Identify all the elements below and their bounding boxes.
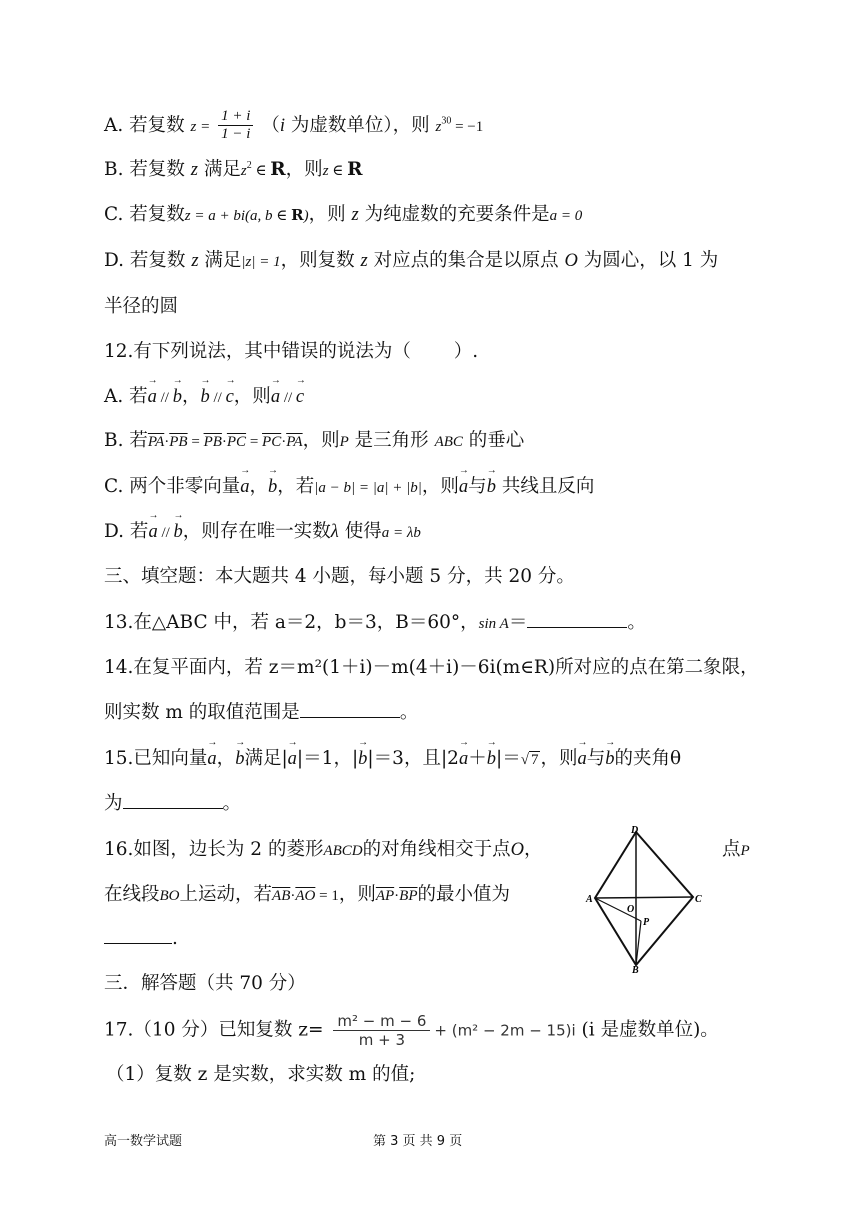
label-c: C <box>695 894 702 905</box>
label-p: P <box>643 917 650 928</box>
q12-option-a: A. 若→ a // → b，→ b // → c，则→ a // → c <box>104 386 304 408</box>
q12-option-d: D. 若→ a // → b，则存在唯一实数λ 使得a = λb <box>104 521 421 543</box>
option-d-cont: 半径的圆 <box>104 296 179 317</box>
q16-line2: 在线段BO上运动，若$\overline{AB}\cdot\overline{AO} = 1$，则$\overline{AP}\cdot\overline{BP}$的最小值为 <box>104 884 511 905</box>
answer-blank[interactable] <box>527 626 627 628</box>
footer-page-number: 第 3 页 共 9 页 <box>373 1134 463 1149</box>
q12-option-c: C. 两个非零向量→ a，→ b，若|a − b| = |a| + |b|，则→ a与→ b 共线且反向 <box>104 476 594 498</box>
option-a: A. 若复数 z = $\frac{1 + i}{1 - i}$ （i 为虚数单位），则 $z^{30} = -1$ <box>104 108 484 143</box>
section-answer-heading: 三．解答题（共 70 分） <box>104 973 306 994</box>
q17: 17.（10 分）已知复数 z= $\frac{\text{m² − m − 6}}{m + 3}$ + (m² − 2m − 15)i (i 是虚数单位)。 <box>104 1012 719 1049</box>
answer-blank[interactable] <box>123 807 223 809</box>
q13: 13.在△ABC 中，若 a＝2，b＝3，B＝60°，sin A＝ 。 <box>104 612 646 633</box>
q17-fraction: $\frac{\text{m² − m − 6}}{m + 3}$ <box>333 1012 430 1049</box>
diagonal-ac <box>595 897 693 898</box>
q14-line1: 14.在复平面内，若 z＝m²(1＋i)－m(4＋i)－6i(m∈R)所对应的点在第二象限， <box>104 657 759 678</box>
answer-blank[interactable] <box>300 716 400 718</box>
answer-blank[interactable] <box>104 942 172 944</box>
sqrt: √ 7 <box>520 752 539 768</box>
label-b: B <box>632 965 639 974</box>
q17-sub1: （1）复数 z 是实数，求实数 m 的值; <box>106 1064 416 1085</box>
section-fill-in-heading: 三、填空题：本大题共 4 小题，每小题 5 分，共 20 分。 <box>104 566 575 587</box>
option-d: D. 若复数 z 满足|z| = 1，则复数 z 对应点的集合是以原点 O 为圆心，以 1 为 <box>104 250 719 271</box>
footer-left: 高一数学试题 <box>104 1134 183 1149</box>
label-o: O <box>627 904 635 915</box>
q15-line1: 15.已知向量→ a，→ b满足|→ a|＝1，|→ b|＝3，且|2→ a＋→ b|＝√ 7 ，则→ a与→ b的夹角θ <box>104 748 681 770</box>
q16-line1: 16.如图，边长为 2 的菱形ABCD的对角线相交于点O， <box>104 839 543 860</box>
q15-line2: 为 。 <box>104 793 242 814</box>
rhombus-figure <box>583 822 708 974</box>
option-b: B. 若复数 z 满足$z^2$ ∈ R，则z ∈ R <box>104 159 363 180</box>
fraction: $\frac{1 + i}{1 - i}$ <box>218 108 253 144</box>
q12-option-b: B. 若$\overline{PA}\cdot\overline{PB} = \overline{PB}\cdot\overline{PC} = \overline{PC}\cdot\overline{PA}$，则P 是三角形 ABC 的垂心 <box>104 430 525 451</box>
q14-line2: 则实数 m 的取值范围是 。 <box>104 702 419 723</box>
option-c: C. 若复数z = a + bi(a, b ∈ R)，则 z 为纯虚数的充要条件是a = 0 <box>104 204 583 225</box>
label-a: A <box>586 894 593 905</box>
label-d: D <box>631 825 639 836</box>
q12-stem: 12.有下列说法，其中错误的说法为（ ）. <box>104 341 479 362</box>
q16-point-p: 点P <box>722 839 750 860</box>
q16-line3: . <box>104 928 178 950</box>
